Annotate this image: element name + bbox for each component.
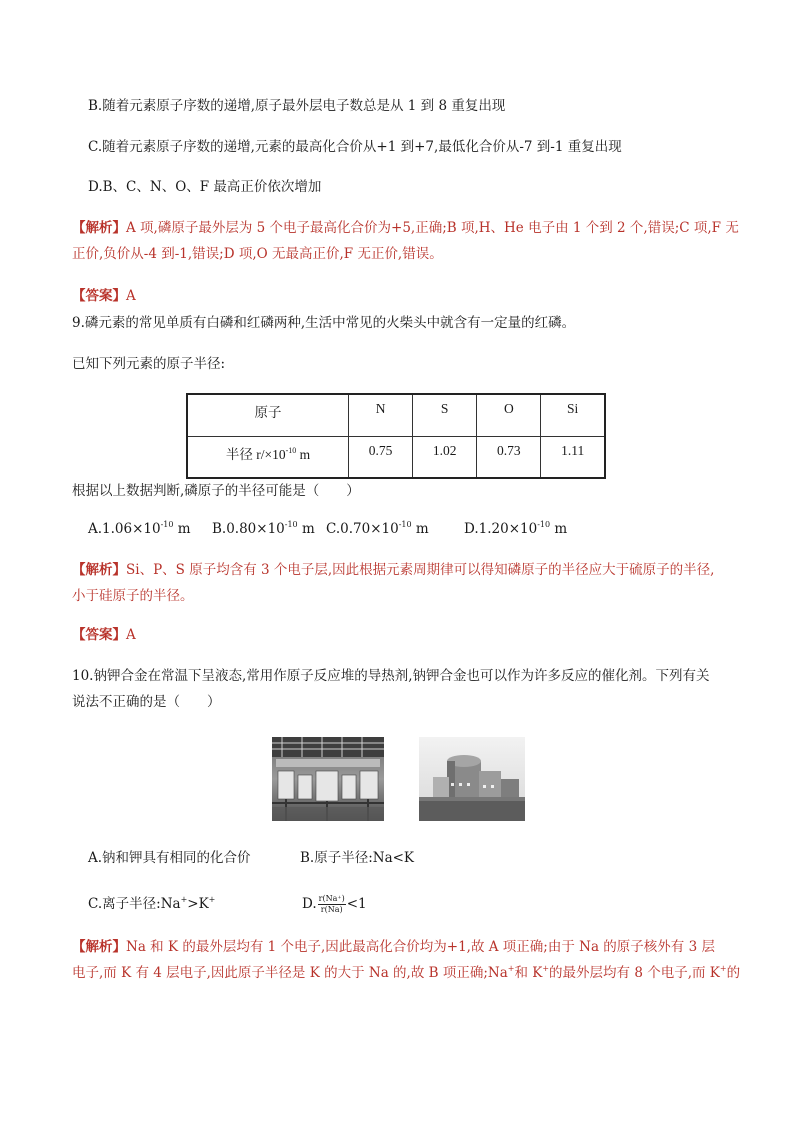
option-c-charge-1: + bbox=[180, 895, 188, 904]
option-c-text: C.0.70×10 bbox=[326, 521, 399, 537]
option-d-suffix: <1 bbox=[346, 896, 367, 912]
table-header-cell: N bbox=[349, 394, 413, 436]
table-header-cell: S bbox=[413, 394, 477, 436]
q9-intro: 已知下列元素的原子半径: bbox=[72, 356, 226, 372]
analysis-tag: 【解析】 bbox=[72, 562, 126, 578]
q10-option-b: B.原子半径:Na<K bbox=[300, 850, 415, 866]
q10-option-d bbox=[302, 889, 367, 919]
option-a-exponent: -10 bbox=[160, 520, 174, 529]
option-d-exponent: -10 bbox=[537, 520, 551, 529]
option-d-prefix: D. bbox=[302, 896, 317, 912]
answer-value: A bbox=[126, 288, 136, 304]
analysis-text-c: 的最外层均有 8 个电子,而 K bbox=[549, 965, 720, 981]
option-b-exponent: -10 bbox=[284, 520, 298, 529]
power-plant-illustration bbox=[419, 737, 525, 821]
table-header-row bbox=[187, 394, 605, 436]
q10-option-c bbox=[88, 894, 215, 914]
option-d-text: D.1.20×10 bbox=[464, 521, 538, 537]
q9-answer bbox=[72, 625, 136, 645]
table-cell: 0.75 bbox=[349, 436, 413, 478]
q8-answer bbox=[72, 286, 136, 306]
analysis-text: Na 和 K 的最外层均有 1 个电子,因此最高化合价均为+1,故 A 项正确;由于 Na 的原子核外有 3 层 bbox=[126, 939, 715, 955]
option-a-text: A.1.06×10 bbox=[88, 521, 161, 537]
charge-sup: + bbox=[542, 964, 550, 973]
analysis-text-a: 电子,而 K 有 4 层电子,因此原子半径是 K 的大于 Na 的,故 B 项正确;Na bbox=[72, 965, 508, 981]
atomic-radius-table bbox=[186, 393, 606, 479]
analysis-text: A 项,磷原子最外层为 5 个电子最高化合价为+5,正确;B 项,H、He 电子由 1 个到 2 个,错误;C 项,F 无 bbox=[126, 220, 739, 236]
analysis-text: Si、P、S 原子均含有 3 个电子层,因此根据元素周期律可以得知磷原子的半径应大于硫原子的半径, bbox=[126, 562, 715, 578]
option-a-unit: m bbox=[173, 521, 191, 537]
table-header-cell: Si bbox=[541, 394, 605, 436]
option-b-text: B.0.80×10 bbox=[212, 521, 285, 537]
option-c-compare: >K bbox=[187, 896, 209, 912]
analysis-tag: 【解析】 bbox=[72, 939, 126, 955]
table-cell: 1.11 bbox=[541, 436, 605, 478]
option-d-fraction bbox=[318, 894, 346, 915]
option-c-text: C.离子半径:Na bbox=[88, 896, 181, 912]
option-c-exponent: -10 bbox=[398, 520, 412, 529]
q10-stem-line1: 10.钠钾合金在常温下呈液态,常用作原子反应堆的导热剂,钠钾合金也可以作为许多反应的催化剂。下列有关 bbox=[72, 668, 710, 684]
analysis-text-b: 和 K bbox=[514, 965, 543, 981]
q10-option-a: A.钠和钾具有相同的化合价 bbox=[88, 850, 251, 866]
fraction-denominator: r(Na) bbox=[320, 905, 343, 914]
table-cell: 0.73 bbox=[477, 436, 541, 478]
table-row-label bbox=[187, 436, 349, 478]
table-header-cell: O bbox=[477, 394, 541, 436]
reactor-interior-illustration bbox=[272, 737, 384, 821]
analysis-text-d: 的 bbox=[726, 965, 741, 981]
q9-option-a bbox=[88, 519, 191, 539]
q9-option-c bbox=[326, 519, 429, 539]
q9-analysis-line1 bbox=[72, 560, 714, 580]
table-cell: 1.02 bbox=[413, 436, 477, 478]
q10-analysis-line1 bbox=[72, 937, 715, 957]
row-label-exponent: -10 bbox=[285, 445, 297, 455]
option-c-charge-2: + bbox=[208, 895, 216, 904]
q9-question: 根据以上数据判断,磷原子的半径可能是（ ） bbox=[72, 483, 360, 499]
power-plant-photo bbox=[419, 737, 525, 821]
q8-option-c: C.随着元素原子序数的递增,元素的最高化合价从+1 到+7,最低化合价从-7 到-1 重复出现 bbox=[88, 139, 622, 155]
option-b-unit: m bbox=[297, 521, 315, 537]
q9-option-b bbox=[212, 519, 315, 539]
q8-option-b: B.随着元素原子序数的递增,原子最外层电子数总是从 1 到 8 重复出现 bbox=[88, 98, 506, 114]
answer-tag: 【答案】 bbox=[72, 627, 126, 643]
analysis-tag: 【解析】 bbox=[72, 220, 126, 236]
row-label-unit: m bbox=[296, 446, 311, 462]
fraction-numerator: r(Na⁺) bbox=[318, 894, 345, 903]
table-row bbox=[187, 436, 605, 478]
q10-stem-line2: 说法不正确的是（ ） bbox=[72, 694, 221, 710]
row-label-prefix: 半径 r/×10 bbox=[225, 446, 286, 462]
reactor-interior-photo bbox=[272, 737, 384, 821]
answer-value: A bbox=[126, 627, 136, 643]
q8-analysis-line1 bbox=[72, 218, 739, 238]
option-d-unit: m bbox=[550, 521, 568, 537]
q8-option-d: D.B、C、N、O、F 最高正价依次增加 bbox=[88, 179, 322, 195]
q9-analysis-line2: 小于硅原子的半径。 bbox=[72, 588, 194, 604]
charge-sup: + bbox=[507, 964, 515, 973]
answer-tag: 【答案】 bbox=[72, 288, 126, 304]
charge-sup: + bbox=[719, 964, 727, 973]
q9-option-d bbox=[464, 519, 567, 539]
q8-analysis-line2: 正价,负价从-4 到-1,错误;D 项,O 无最高正价,F 无正价,错误。 bbox=[72, 246, 443, 262]
table-header-cell: 原子 bbox=[187, 394, 349, 436]
option-c-unit: m bbox=[411, 521, 429, 537]
q10-analysis-line2 bbox=[72, 963, 740, 983]
q9-stem: 9.磷元素的常见单质有白磷和红磷两种,生活中常见的火柴头中就含有一定量的红磷。 bbox=[72, 315, 576, 331]
